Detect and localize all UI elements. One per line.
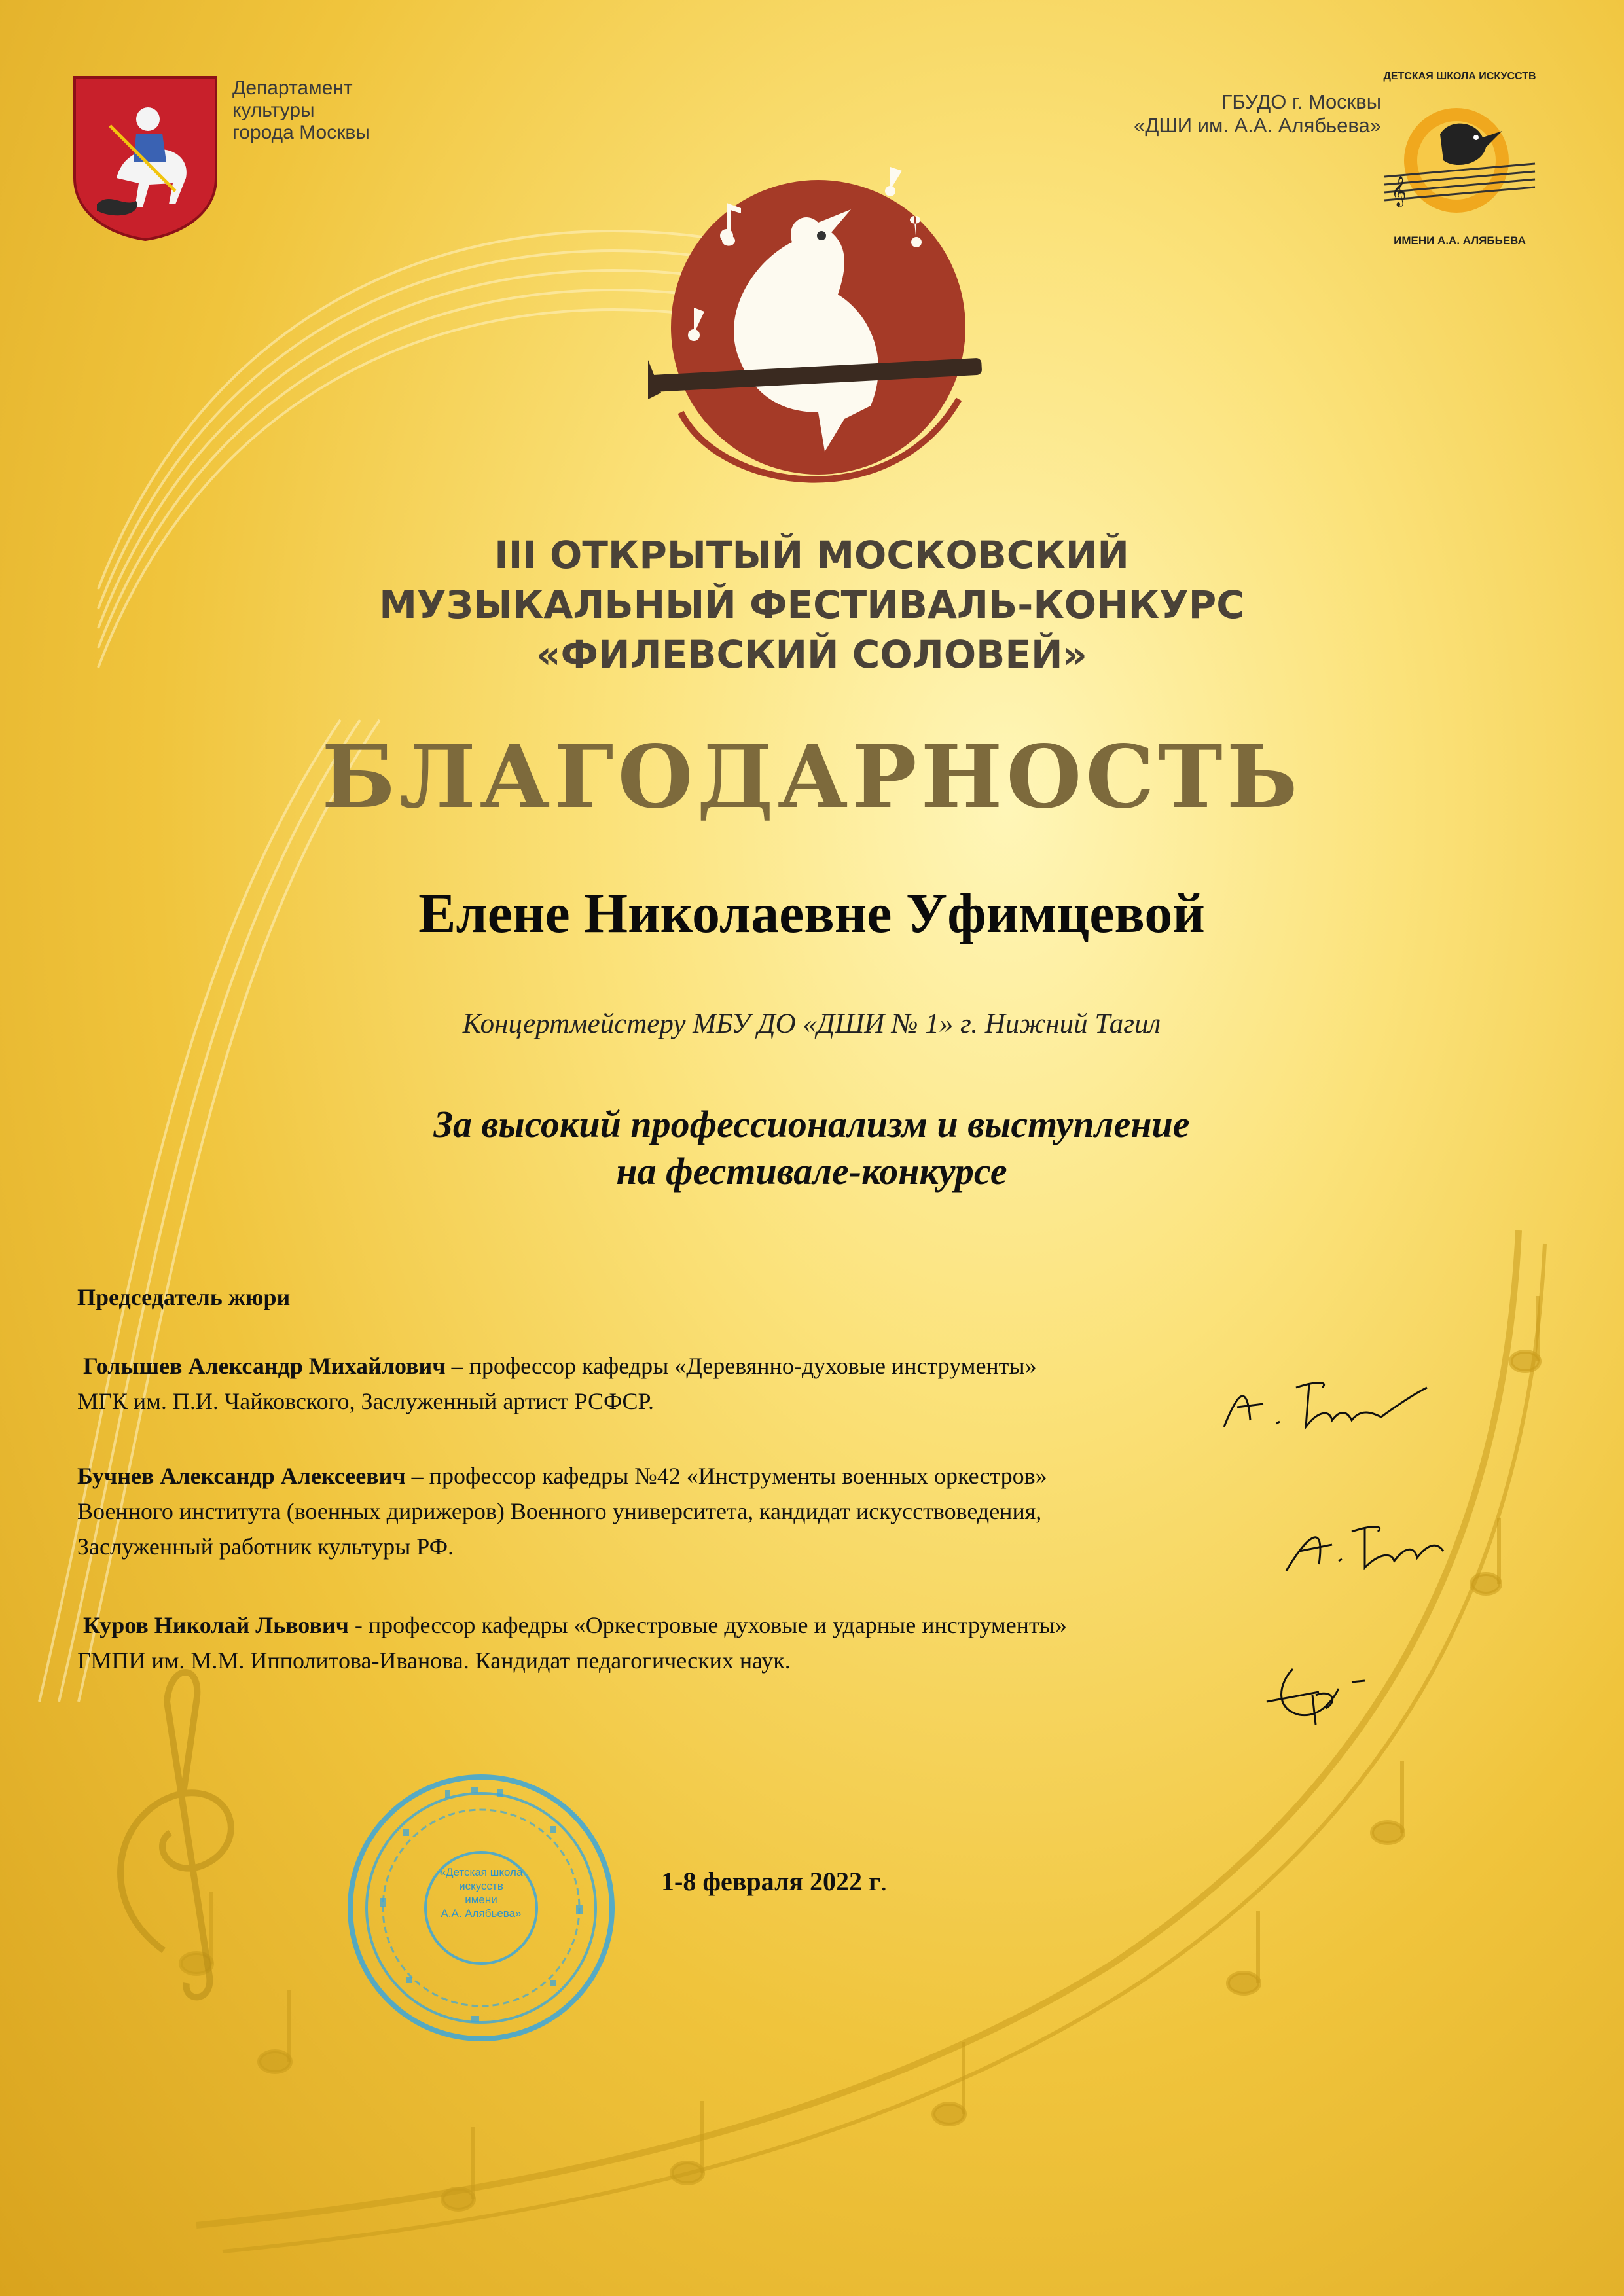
school-line: «ДШИ им. А.А. Алябьева» [1134, 114, 1381, 137]
school-stamp [340, 1767, 622, 2049]
award-reason-line: За высокий профессионализм и выступление [433, 1103, 1190, 1145]
signature-golyshev [1218, 1368, 1434, 1440]
festival-title-line: III ОТКРЫТЫЙ МОСКОВСКИЙ [494, 533, 1129, 577]
school-name [936, 90, 1381, 137]
department-line: Департамент [232, 77, 353, 99]
festival-title [249, 530, 1375, 679]
event-dates [661, 1865, 887, 1898]
recipient-position: Концертмейстеру МБУ ДО «ДШИ № 1» г. Нижний Тагил [462, 1009, 1161, 1039]
school-line: ГБУДО г. Москвы [1221, 90, 1381, 113]
department-line: культуры [232, 99, 315, 121]
jury-member-title: – профессор кафедры «Деревянно-духовые инструменты» [445, 1353, 1037, 1379]
stamp-text-line: искусств [459, 1880, 503, 1892]
department-name [232, 77, 507, 144]
school-logo-top-text: ДЕТСКАЯ ШКОЛА ИСКУССТВ [1383, 71, 1536, 82]
department-line: города Москвы [232, 122, 370, 143]
jury-member-name: Куров Николай Львович [83, 1612, 349, 1638]
stamp-text-line: «Детская школа [439, 1866, 523, 1878]
stamp-text-line: А.А. Алябьева» [441, 1907, 522, 1920]
jury-member-title: – профессор кафедры №42 «Инструменты военных оркестров» [405, 1463, 1047, 1489]
jury-member-affiliation: ГМПИ им. М.М. Ипполитова-Иванова. Кандидат педагогических наук. [77, 1647, 791, 1674]
svg-text:𝄞: 𝄞 [1391, 176, 1407, 206]
festival-title-line: «ФИЛЕВСКИЙ СОЛОВЕЙ» [536, 632, 1087, 677]
school-logo-bottom-text: ИМЕНИ А.А. АЛЯБЬЕВА [1394, 234, 1526, 247]
nightingale-festival-logo [628, 164, 995, 530]
event-dates-text: 1-8 февраля 2022 г [661, 1867, 881, 1896]
event-dates-period: . [880, 1867, 888, 1896]
jury-member-affiliation: Военного института (военных дирижеров) Военного университета, кандидат искусствоведения, [77, 1498, 1042, 1524]
jury-heading: Председатель жюри [77, 1284, 291, 1310]
award-reason-line: на фестивале-конкурсе [616, 1150, 1007, 1193]
signature-kurov [1254, 1656, 1470, 1728]
jury-member [77, 1607, 1386, 1678]
jury-member-affiliation: МГК им. П.И. Чайковского, Заслуженный артист РСФСР. [77, 1388, 654, 1414]
jury-member [77, 1458, 1386, 1564]
moscow-coat-of-arms-icon [71, 73, 220, 242]
signature-buchnev [1280, 1505, 1496, 1577]
stamp-text-line: имени [465, 1893, 497, 1906]
school-logo [1378, 71, 1542, 247]
bird-on-staff-icon [1378, 85, 1542, 236]
jury-member-name: Бучнев Александр Алексеевич [77, 1463, 406, 1489]
festival-title-line: МУЗЫКАЛЬНЫЙ ФЕСТИВАЛЬ-КОНКУРС [379, 583, 1244, 627]
jury-member-honor: Заслуженный работник культуры РФ. [77, 1534, 454, 1560]
award-reason [196, 1101, 1427, 1195]
jury-member-name: Голышев Александр Михайлович [83, 1353, 446, 1379]
jury-member-title: - профессор кафедры «Оркестровые духовые и ударные инструменты» [348, 1612, 1067, 1638]
jury-member [77, 1348, 1386, 1419]
document-type-heading: БЛАГОДАРНОСТЬ [321, 726, 1302, 828]
recipient-name: Елене Николаевне Уфимцевой [418, 882, 1205, 944]
